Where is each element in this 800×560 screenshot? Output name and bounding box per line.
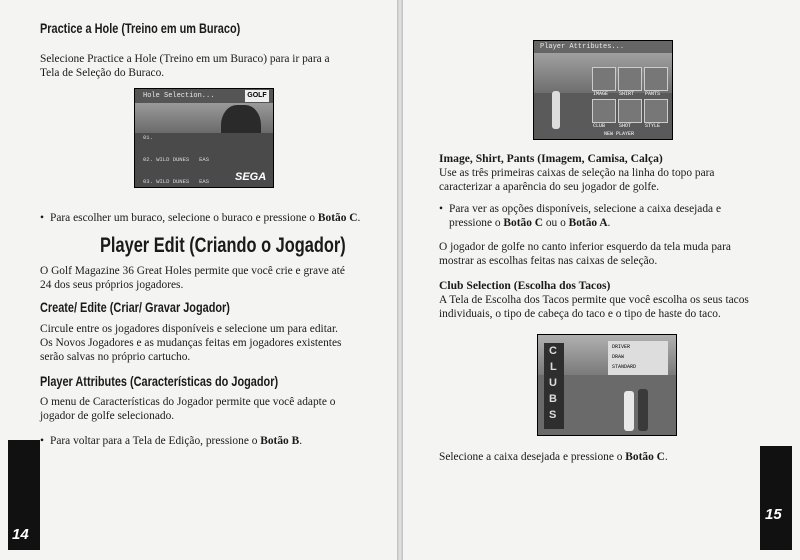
text-line: individuais, o tipo de cabeça do taco e o tipo de haste do taco.: [439, 308, 721, 320]
heading-club-selection: Club Selection (Escolha dos Tacos): [439, 279, 611, 292]
hole-list-item: 03. WILD DUNES EAS: [143, 178, 210, 186]
bullet-player-attributes: [40, 434, 385, 448]
bullet-practice-hole: [40, 211, 385, 225]
bullet-text: Para escolher um buraco, selecione o buraco e pressione o: [50, 212, 318, 224]
golf-logo: GOLF: [245, 90, 269, 102]
tile-label: SHIRT: [619, 91, 635, 97]
image-shirt-pants-text: [439, 166, 784, 194]
tile-label: CLUB: [593, 123, 606, 129]
clubs-letter: B: [549, 393, 557, 405]
new-player-label: NEW PLAYER: [604, 131, 635, 137]
text-line: O Golf Magazine 36 Great Holes permite que você crie e grave até: [40, 265, 345, 277]
text-line: jogador de golfe selecionado.: [40, 410, 175, 422]
club-info-label: STANDARD: [612, 364, 637, 370]
create-edit-text: [40, 322, 385, 364]
text-line: caracterizar a aparência do seu jogador de golfe.: [439, 181, 660, 193]
screenshot-title: Hole Selection...: [143, 92, 215, 100]
heading-practice-hole: Practice a Hole (Treino em um Buraco): [40, 20, 241, 36]
bullet-end: .: [299, 435, 303, 447]
page-number: 14: [12, 526, 29, 543]
page-number: 15: [765, 506, 782, 523]
bullet-bold: Botão B: [260, 435, 300, 447]
clubs-letter: C: [549, 345, 557, 357]
text-line: mostrar as escolhas feitas nas caixas de seleção.: [439, 255, 658, 267]
text-line: O menu de Características do Jogador permite que você adapte o: [40, 396, 336, 408]
bullet-bold: Botão C: [503, 217, 543, 229]
heading-image-shirt-pants: Image, Shirt, Pants (Imagem, Camisa, Calça): [439, 152, 663, 165]
text-line: A Tela de Escolha dos Tacos permite que você escolha os seus tacos: [439, 294, 749, 306]
tile-pants[interactable]: [644, 67, 668, 91]
tile-style[interactable]: [644, 99, 668, 123]
tile-label: STYLE: [645, 123, 661, 129]
bullet-text: ou o: [542, 217, 569, 229]
bullet-dot: •: [439, 203, 443, 215]
hole-list: [143, 119, 209, 188]
final-instruction: [439, 450, 789, 464]
player-attributes-screenshot: [533, 40, 673, 140]
text-line: Circule entre os jogadores disponíveis e selecione um para editar.: [40, 323, 338, 335]
caddie-figure: [638, 389, 648, 431]
heading-create-edit: Create/ Edite (Criar/ Gravar Jogador): [40, 299, 230, 315]
text-line: Tela de Seleção do Buraco.: [40, 67, 165, 79]
sega-logo: SEGA: [235, 171, 267, 183]
clubs-letter: S: [549, 409, 557, 421]
golfer-figure: [552, 91, 560, 129]
bullet-text: Para voltar para a Tela de Edição, pressione o: [50, 435, 261, 447]
text-line: Os Novos Jogadores e as mudanças feitas em jogadores existentes: [40, 337, 342, 349]
clubs-letter: U: [549, 377, 557, 389]
text-line: Use as três primeiras caixas de seleção na linha do topo para: [439, 167, 715, 179]
tile-image[interactable]: [592, 67, 616, 91]
final-text: Selecione a caixa desejada e pressione o: [439, 451, 626, 463]
text-line: serão salvas no próprio cartucho.: [40, 351, 191, 363]
bullet-end: .: [607, 217, 611, 229]
tile-label: IMAGE: [593, 91, 609, 97]
tile-shot[interactable]: [618, 99, 642, 123]
hole-list-item: 01.: [143, 133, 153, 141]
tile-club[interactable]: [592, 99, 616, 123]
final-end: .: [664, 451, 668, 463]
tile-label: PANTS: [645, 91, 661, 97]
golfer-corner-text: [439, 240, 789, 268]
bullet-image-shirt-pants: [439, 202, 789, 230]
bullet-end: .: [357, 212, 361, 224]
hole-list-item: 02. WILD DUNES EAS: [143, 156, 210, 164]
tile-label: SHOT: [619, 123, 632, 129]
text-line: Selecione Practice a Hole (Treino em um Buraco) para ir para a: [40, 53, 330, 65]
player-attributes-text: [40, 395, 385, 423]
final-bold: Botão C: [625, 451, 665, 463]
tile-shirt[interactable]: [618, 67, 642, 91]
bullet-text: Para ver as opções disponíveis, selecione a caixa desejada e: [449, 203, 721, 215]
heading-player-attributes: Player Attributes (Características do Jogador): [40, 373, 279, 389]
player-edit-text: [40, 264, 385, 292]
text-line: O jogador de golfe no canto inferior esquerdo da tela muda para: [439, 241, 731, 253]
bullet-dot: •: [40, 435, 44, 447]
club-info-label: DRIVER: [612, 344, 631, 350]
bullet-bold: Botão A: [568, 217, 608, 229]
heading-player-edit-wrap: [40, 232, 380, 260]
club-selection-text: [439, 293, 789, 321]
heading-player-edit: Player Edit (Criando o Jogador): [100, 234, 346, 257]
clubs-letter: L: [550, 361, 557, 373]
page-number-block: [760, 446, 792, 550]
club-info-label: DRAW: [612, 354, 625, 360]
bullet-dot: •: [40, 212, 44, 224]
text-line: 24 dos seus próprios jogadores.: [40, 279, 184, 291]
right-page: [403, 0, 800, 560]
golfer-figure: [624, 391, 634, 431]
hole-selection-screenshot: [134, 88, 274, 188]
bullet-text: pressione o: [449, 217, 504, 229]
clubs-screenshot: [537, 334, 677, 436]
screenshot-title: Player Attributes...: [540, 43, 625, 51]
bullet-bold: Botão C: [317, 212, 358, 224]
practice-hole-text: [40, 52, 380, 80]
left-page: [0, 0, 397, 560]
